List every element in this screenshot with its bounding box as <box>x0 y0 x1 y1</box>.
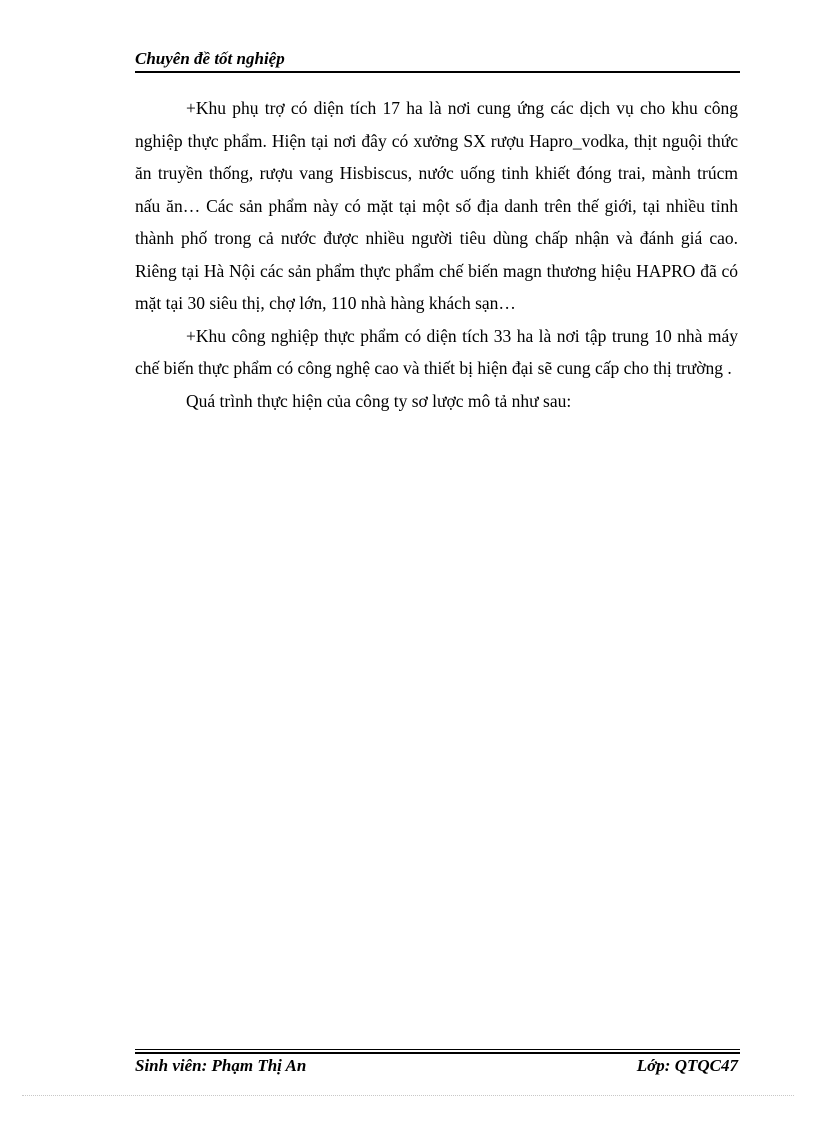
page-bottom-dotted-line <box>22 1095 794 1096</box>
document-body <box>135 92 738 417</box>
footer-rule-thin <box>135 1049 740 1050</box>
footer-student-name: Sinh viên: Phạm Thị An <box>135 1056 307 1075</box>
header-rule <box>135 71 740 73</box>
page-header-title: Chuyên đề tốt nghiệp <box>135 49 285 68</box>
paragraph-food-industry-zone: +Khu công nghiệp thực phẩm có diện tích 33 ha là nơi tập trung 10 nhà máy chế biến thực phẩm có công nghệ cao và thiết bị hiện đại sẽ cung cấp cho thị trường . <box>135 325 738 378</box>
footer-class: Lớp: QTQC47 <box>636 1056 738 1075</box>
footer-rule-thick <box>135 1052 740 1054</box>
paragraph-process-intro: Quá trình thực hiện của công ty sơ lược mô tả như sau: <box>186 390 572 411</box>
paragraph-support-zone: +Khu phụ trợ có diện tích 17 ha là nơi cung ứng các dịch vụ cho khu công nghiệp thực phẩm. Hiện tại nơi đây có xưởng SX rượu Hapro_vodka, thịt nguội thức ăn truyền thống, rượu vang Hisbiscus, nước uống tinh khiết đóng trai, mành trúcm nấu ăn… Các sản phẩm này có mặt tại một số địa danh trên thế giới, tại nhiều tỉnh thành phố trong cả nước được nhiều người tiêu dùng chấp nhận và đánh giá cao. Riêng tại Hà Nội các sản phẩm thực phẩm chế biến magn thương hiệu HAPRO đã có mặt tại 30 siêu thị, chợ lớn, 110 nhà hàng khách sạn… <box>135 98 738 313</box>
